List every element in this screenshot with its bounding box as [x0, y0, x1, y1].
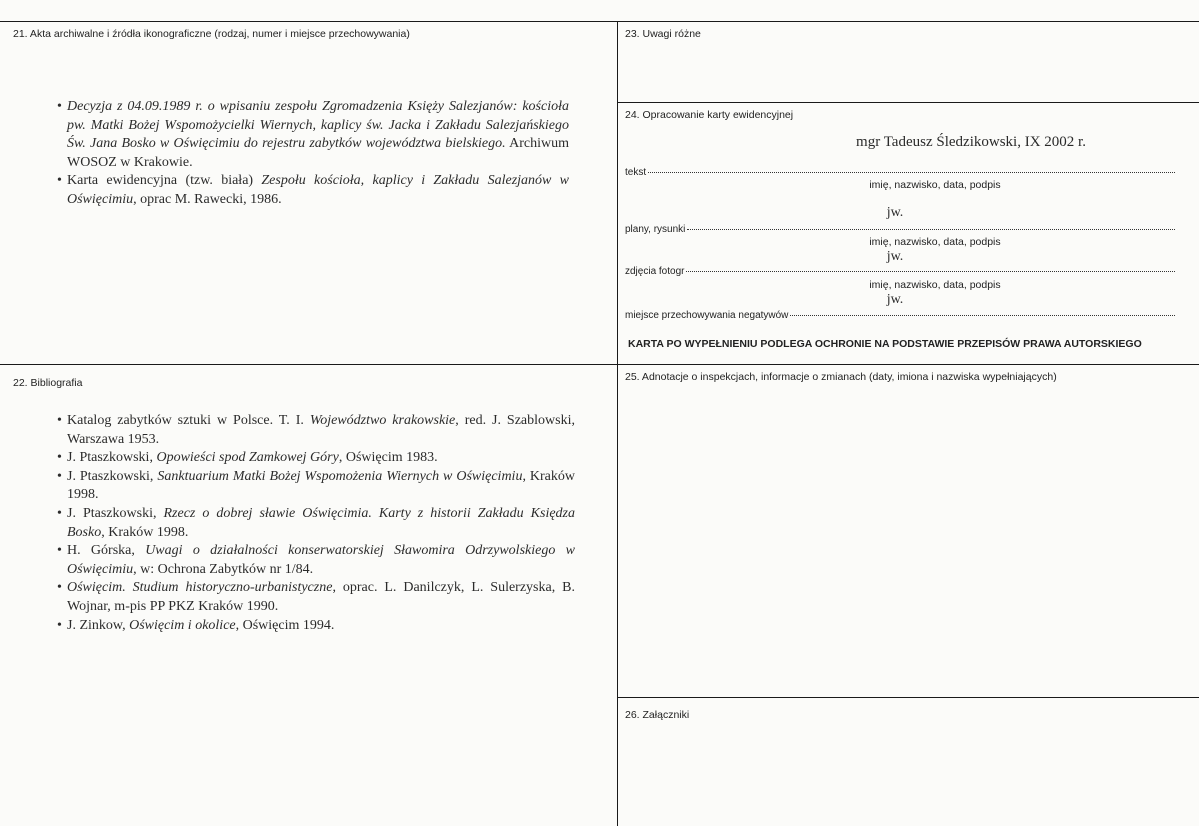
list-item: • J. Ptaszkowski, Opowieści spod Zamkowej Góry, Oświęcim 1983.: [57, 449, 575, 468]
tekst-caption: imię, nazwisko, data, podpis: [869, 179, 1001, 191]
section-21-label: 21. Akta archiwalne i źródła ikonograficzne (rodzaj, numer i miejsce przechowywania): [13, 28, 410, 40]
divider-25-26: [617, 697, 1199, 698]
list-item: • J. Ptaszkowski, Rzecz o dobrej sławie Oświęcimia. Karty z historii Zakładu Księdza Bosko, Kraków 1998.: [57, 505, 575, 542]
negatywy-row: miejsce przechowywania negatywów: [625, 310, 1175, 321]
center-divider: [617, 21, 618, 826]
list-item: • Oświęcim. Studium historyczno-urbanistyczne, oprac. L. Danilczyk, L. Sulerzyska, B. Wojnar, m-pis PP PKZ Kraków 1990.: [57, 579, 575, 616]
plany-jw: jw.: [886, 249, 904, 264]
section-22-label: 22. Bibliografia: [13, 377, 83, 389]
plany-row: plany, rysunki: [625, 224, 1175, 235]
section-25-label: 25. Adnotacje o inspekcjach, informacje o zmianach (daty, imiona i nazwiska wypełniających): [625, 371, 1057, 383]
section-24-label: 24. Opracowanie karty ewidencyjnej: [625, 109, 794, 121]
zdjecia-jw: jw.: [886, 292, 904, 307]
list-item: • Karta ewidencyjna (tzw. biała) Zespołu kościoła, kaplicy i Zakładu Salezjanów w Oświęcimiu, oprac M. Rawecki, 1986.: [57, 172, 569, 209]
list-item: • J. Ptaszkowski, Sanktuarium Matki Bożej Wspomożenia Wiernych w Oświęcimiu, Kraków 1998.: [57, 468, 575, 505]
tekst-row: tekst: [625, 167, 1175, 178]
zdjecia-row: zdjęcia fotogr: [625, 266, 1175, 277]
list-item: • J. Zinkow, Oświęcim i okolice, Oświęcim 1994.: [57, 617, 575, 636]
mid-border: [0, 364, 1199, 365]
list-item: • H. Górska, Uwagi o działalności konserwatorskiej Sławomira Odrzywolskiego w Oświęcimiu, w: Ochrona Zabytków nr 1/84.: [57, 542, 575, 579]
section-26-label: 26. Załączniki: [625, 709, 690, 721]
tekst-jw: jw.: [886, 205, 904, 220]
copyright-notice: KARTA PO WYPEŁNIENIU PODLEGA OCHRONIE NA PODSTAWIE PRZEPISÓW PRAWA AUTORSKIEGO: [628, 338, 1142, 350]
divider-23-24: [617, 102, 1199, 103]
section-23-label: 23. Uwagi różne: [625, 28, 701, 40]
bibliography-list: [57, 412, 575, 635]
list-item: • Decyzja z 04.09.1989 r. o wpisaniu zespołu Zgromadzenia Księży Salezjanów: kościoła pw. Matki Bożej Wspomożycielki Wiernych, kaplicy św. Jacka i Zakładu Salezjańskiego Św. Jana Bosko w Oświęcimiu do rejestru zabytków województwa bielskiego. Archiwum WOSOZ w Krakowie.: [57, 98, 569, 172]
zdjecia-caption: imię, nazwisko, data, podpis: [869, 279, 1001, 291]
list-item: • Katalog zabytków sztuki w Polsce. T. I. Województwo krakowskie, red. J. Szablowski, Warszawa 1953.: [57, 412, 575, 449]
plany-caption: imię, nazwisko, data, podpis: [869, 236, 1001, 248]
top-border: [0, 21, 1199, 22]
author-name: mgr Tadeusz Śledzikowski, IX 2002 r.: [856, 134, 1086, 150]
section-21-list: [57, 98, 569, 210]
